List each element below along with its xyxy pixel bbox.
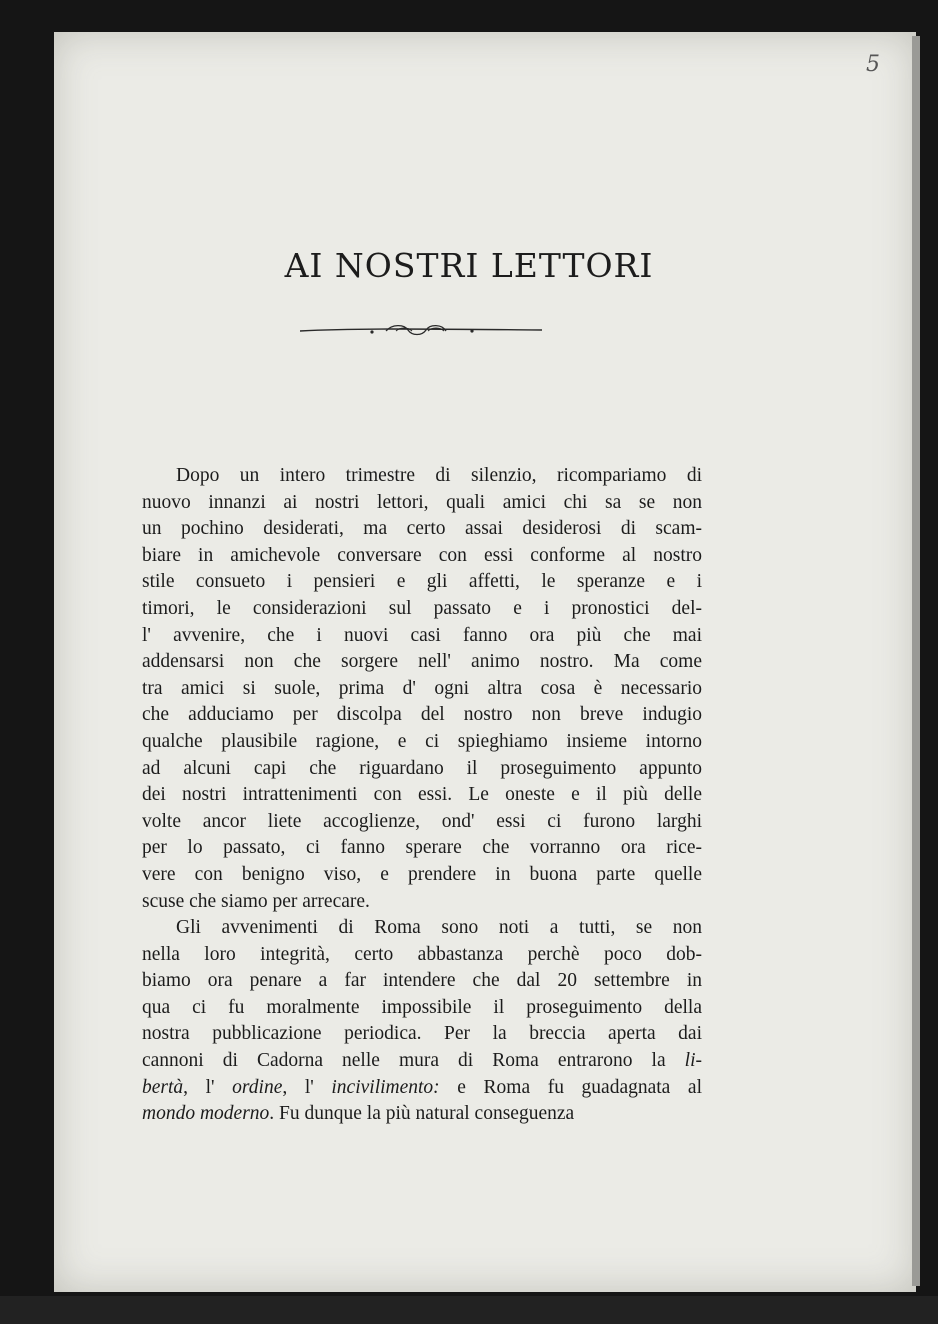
body-text [142,463,702,1128]
text-line [142,729,702,756]
text-run: Dopo un intero trimestre di silenzio, ricompariamo di [176,465,702,486]
text-run: nella loro integrità, certo abbastanza perchè poco dob- [142,943,702,965]
text-line [142,1021,702,1048]
text-line [142,1075,702,1102]
title-ornament-icon [296,318,546,342]
page-number: 5 [866,52,880,77]
text-run: stile consueto i pensieri e gli affetti, le speranze e i [142,571,702,593]
italic-text: incivilimento: [331,1076,440,1098]
text-line [142,1048,702,1075]
text-run: un pochino desiderati, ma certo assai desiderosi di scam- [142,518,702,540]
paragraph [142,915,702,1128]
text-run: timori, le considerazioni sul passato e i pronostici del- [142,597,702,619]
text-run: scuse che siamo per arrecare. [142,890,370,912]
text-run: , l' [183,1076,233,1098]
italic-text: ordine [232,1076,283,1098]
text-run: biare in amichevole conversare con essi conforme al nostro [142,544,702,566]
text-run: biamo ora penare a far intendere che dal 20 settembre in [142,970,702,992]
text-run: dei nostri intrattenimenti con essi. Le oneste e il più delle [142,784,702,806]
paragraph [142,463,702,915]
text-line [142,756,702,783]
text-run: qua ci fu moralmente impossibile il proseguimento della [142,996,702,1018]
text-line [142,596,702,623]
italic-text: mondo moderno [142,1103,270,1125]
text-line [142,543,702,570]
text-run: vere con benigno viso, e prendere in buona parte quelle [142,863,702,885]
text-line [142,1101,702,1128]
text-line [142,782,702,809]
text-line [142,942,702,969]
text-run: nuovo innanzi ai nostri lettori, quali amici chi sa se non [142,491,702,513]
text-line [142,569,702,596]
text-run: l' avvenire, che i nuovi casi fanno ora più che mai [142,624,702,646]
text-line [142,463,702,490]
text-line [142,623,702,650]
text-run: e Roma fu guadagnata al [439,1076,702,1098]
text-run: Gli avvenimenti di Roma sono noti a tutti, se non [176,917,702,939]
page-edge [912,36,920,1286]
text-line [142,968,702,995]
text-run: ad alcuni capi che riguardano il proseguimento appunto [142,757,702,779]
text-run: che adduciamo per discolpa del nostro non breve indugio [142,704,702,726]
text-line [142,889,702,916]
text-line [142,649,702,676]
text-run: volte ancor liete accoglienze, ond' essi ci furono larghi [142,810,702,832]
text-run: cannoni di Cadorna nelle mura di Roma entrarono la [142,1050,685,1072]
text-run: per lo passato, ci fanno sperare che vorranno ora rice- [142,837,702,859]
text-run: . Fu dunque la più natural conseguenza [269,1103,575,1125]
text-line [142,516,702,543]
text-line [142,835,702,862]
text-run: qualche plausibile ragione, e ci spieghiamo insieme intorno [142,730,702,752]
text-line [142,490,702,517]
text-run: addensarsi non che sorgere nell' animo nostro. Ma come [142,651,702,673]
scan-bottom-edge [0,1296,938,1324]
text-line [142,702,702,729]
text-line [142,915,702,942]
text-run: nostra pubblicazione periodica. Per la breccia aperta dai [142,1023,702,1045]
text-line [142,995,702,1022]
text-run: tra amici si suole, prima d' ogni altra cosa è necessario [142,677,702,699]
italic-text: li- [684,1050,702,1072]
italic-text: bertà [142,1076,184,1098]
text-line [142,809,702,836]
text-line [142,862,702,889]
text-line [142,676,702,703]
page-title: AI NOSTRI LETTORI [284,246,654,285]
text-run: , l' [282,1076,332,1098]
